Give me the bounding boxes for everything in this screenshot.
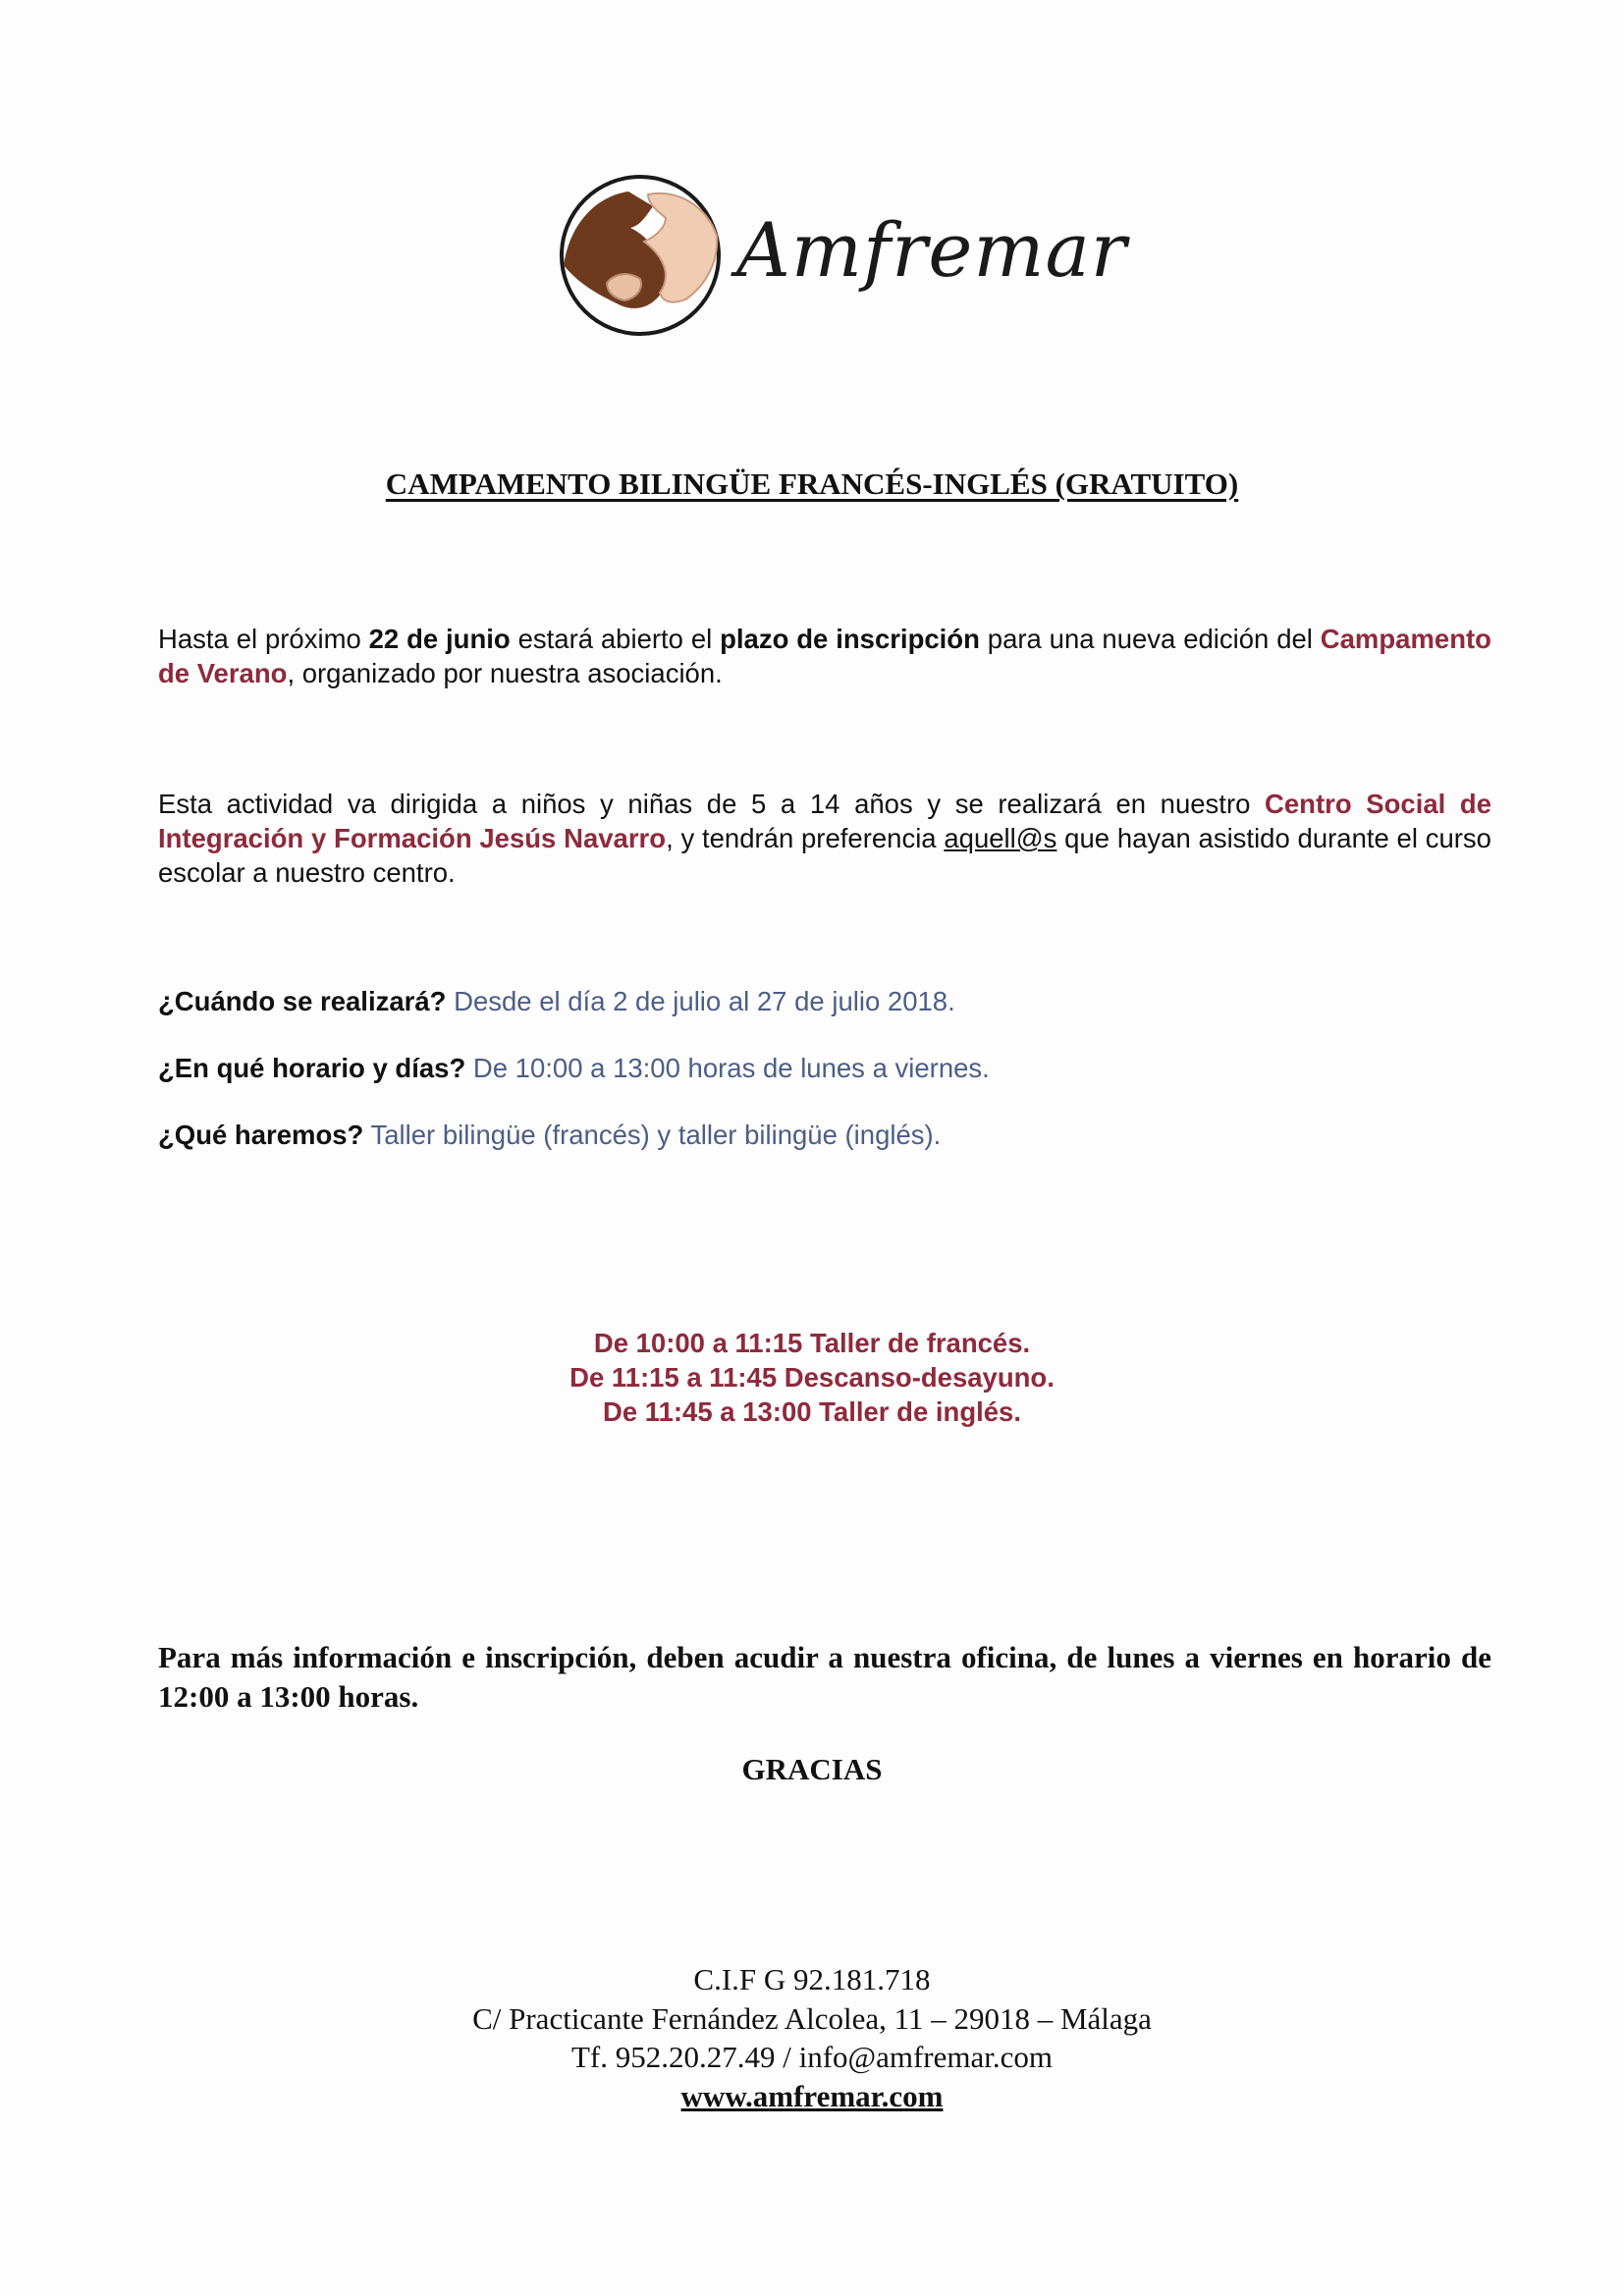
footer-cif: C.I.F G 92.181.718 — [693, 1962, 931, 1996]
activity-aquellos: aquell@s — [944, 823, 1057, 853]
question-label: ¿Qué haremos? — [158, 1120, 364, 1150]
handshake-icon — [550, 167, 736, 344]
question-answer: De 10:00 a 13:00 horas de lunes a viernes. — [465, 1053, 990, 1083]
activity-text-3: que hayan asistido durante el curso escolar a nuestro centro. — [158, 823, 1491, 888]
info-paragraph: Para más información e inscripción, deben acudir a nuestra oficina, de lunes a viernes en horario de 12:00 a 13:00 horas. — [158, 1640, 1491, 1714]
logo-text: Amfremar — [736, 206, 1128, 294]
amfremar-logo — [550, 167, 1128, 344]
footer-address: C/ Practicante Fernández Alcolea, 11 – 29018 – Málaga — [472, 2000, 1152, 2036]
question-haremos — [158, 1120, 941, 1151]
question-cuando — [158, 986, 955, 1017]
intro-text-3: para una nueva edición del — [979, 624, 1321, 654]
intro-text-2: estará abierto el — [510, 624, 721, 654]
question-label: ¿En qué horario y días? — [158, 1053, 466, 1083]
footer-website-link[interactable]: www.amfremar.com — [680, 2078, 944, 2113]
question-answer: Taller bilingüe (francés) y taller bilingüe (inglés). — [363, 1120, 942, 1150]
question-answer: Desde el día 2 de julio al 27 de julio 2018. — [446, 986, 955, 1016]
intro-date: 22 de junio — [368, 624, 511, 654]
intro-plazo: plazo de inscripción — [720, 624, 980, 654]
document-title: CAMPAMENTO BILINGÜE FRANCÉS-INGLÉS (GRATUITO) — [385, 466, 1239, 501]
question-label: ¿Cuándo se realizará? — [158, 986, 447, 1016]
footer-contact: Tf. 952.20.27.49 / info@amfremar.com — [571, 2040, 1053, 2074]
activity-centro: Centro Social de Integración y Formación Jesús Navarro — [158, 789, 1491, 853]
activity-paragraph — [158, 787, 1491, 890]
intro-paragraph — [158, 622, 1491, 690]
intro-text-4: , organizado por nuestra asociación. — [287, 658, 723, 688]
schedule-item: De 11:15 a 11:45 Descanso-desayuno. — [569, 1362, 1055, 1393]
activity-text-1: Esta actividad va dirigida a niños y niñas de 5 a 14 años y se realizará en nuestro — [158, 789, 1266, 819]
schedule-list — [0, 1326, 1624, 1429]
footer — [0, 1960, 1624, 2115]
schedule-item: De 10:00 a 11:15 Taller de francés. — [593, 1328, 1031, 1358]
activity-text-2: , y tendrán preferencia — [666, 823, 945, 853]
thanks-text: GRACIAS — [741, 1752, 883, 1786]
intro-campamento: Campamento de Verano — [158, 624, 1491, 688]
intro-text-1: Hasta el próximo — [158, 624, 369, 654]
question-horario — [158, 1053, 990, 1084]
schedule-item: De 11:45 a 13:00 Taller de inglés. — [603, 1396, 1021, 1427]
